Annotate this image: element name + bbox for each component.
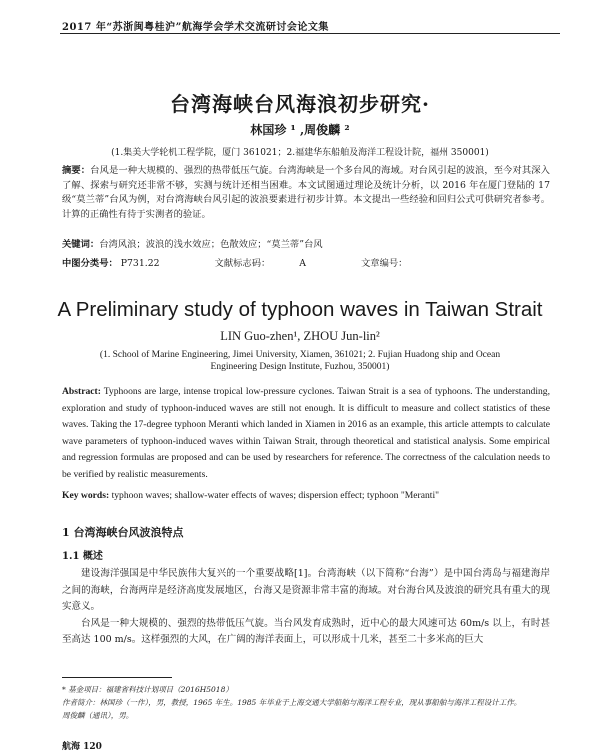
footnote-corresponding: 周俊麟（通讯），男。 bbox=[62, 711, 134, 720]
header-rule bbox=[60, 33, 560, 34]
footnote-author-bio: 作者简介：林国珍（一作），男，教授，1965 年生。1985 年毕业于上海交通大学船舶与海洋工程专业，现从事船舶与海洋工程设计工作。 bbox=[62, 698, 522, 707]
footnotes bbox=[62, 683, 550, 722]
english-keywords bbox=[62, 490, 439, 501]
clc-label: 中图分类号： bbox=[62, 258, 118, 269]
article-no-label: 文章编号： bbox=[360, 258, 408, 269]
clc-field bbox=[62, 258, 186, 269]
english-keywords-label: Key words: bbox=[62, 490, 110, 501]
body-paragraph: 台风是一种大规模的、强烈的热带低压气旋。当台风发育成熟时，近中心的最大风速可达 60m/s 以上，有时甚至高达 100 m/s。这样强烈的大风，在广阔的海洋表面上，可以形成十几米，甚至二十多米高的巨大 bbox=[62, 617, 550, 645]
english-authors: LIN Guo-zhen¹, ZHOU Jun-lin² bbox=[220, 329, 380, 343]
english-affiliation: (1. School of Marine Engineering, Jimei University, Xiamen, 361021; 2. Fujian Huadong ship and Ocean Engineering Design Institute, Fuzhou, 350001) bbox=[99, 350, 501, 372]
body-paragraph: 建设海洋强国是中华民族伟大复兴的一个重要战略[1]。台湾海峡（以下简称“台海”）是中国台湾岛与福建海岸之间的海峡，台海两岸是经济高度发展地区，台海又是资源非常丰富的海域。对台海台风及波浪的研究具有重大的现实意义。 bbox=[62, 568, 550, 612]
footnote-rule bbox=[62, 677, 172, 678]
chinese-keywords-text: 台湾风浪；波浪的浅水效应；色散效应；“莫兰蒂”台风 bbox=[99, 239, 323, 250]
doc-code-field bbox=[215, 258, 332, 269]
doc-code-value: A bbox=[299, 258, 307, 269]
chinese-affiliation: (1.集美大学轮机工程学院，厦门 361021；2.福建华东船舶及海洋工程设计院，福州 350001) bbox=[111, 148, 489, 158]
chinese-abstract-label: 摘要： bbox=[62, 165, 91, 176]
english-abstract-text: Typhoons are large, intense tropical low-pressure cyclones. Taiwan Strait is a sea of typhoons. The understanding, exploration and study of typhoon-induced waves are still not enough. It is difficult to measure and collect statistics of these waves. Taking the 17-degree typhoon Meranti which landed in Xiamen in 2016 as an example, this article attempts to calculate wave parameters of typhoon-induced waves within Taiwan Strait, through theoretical and statistical analysis. Some empirical and regression formulas are proposed and can be used by researchers for reference. The correctness of the calculation needs to be verified by realistic measurements. bbox=[62, 386, 550, 480]
chinese-keywords bbox=[62, 236, 323, 250]
doc-code-label: 文献标志码： bbox=[214, 258, 271, 269]
chinese-title: 台湾海峡台风海浪初步研究· bbox=[170, 92, 430, 116]
footnote-funding: * 基金项目：福建省科技计划项目（2016H5018） bbox=[62, 685, 233, 694]
section-body bbox=[62, 566, 550, 649]
english-abstract bbox=[62, 384, 550, 483]
running-header: 2017 年“苏浙闽粤桂沪”航海学会学术交流研讨会论文集 bbox=[62, 22, 329, 33]
chinese-keywords-label: 关键词： bbox=[62, 239, 100, 250]
english-abstract-label: Abstract: bbox=[62, 386, 101, 397]
page-number: 航海 120 bbox=[62, 742, 102, 752]
english-title: A Preliminary study of typhoon waves in Taiwan Strait bbox=[57, 298, 543, 321]
subsection-heading: 1.1 概述 bbox=[62, 551, 103, 562]
clc-value: P731.22 bbox=[120, 258, 160, 269]
classification-line bbox=[62, 255, 433, 269]
chinese-abstract bbox=[62, 164, 550, 222]
chinese-authors: 林国珍 ¹ ,周俊麟 ² bbox=[250, 123, 350, 137]
english-keywords-text: typhoon waves; shallow-water effects of waves; dispersion effect; typhoon "Meranti" bbox=[111, 490, 440, 501]
section-heading: 1 台湾海峡台风波浪特点 bbox=[62, 526, 184, 539]
chinese-abstract-text: 台风是一种大规模的、强烈的热带低压气旋。台湾海峡是一个多台风的海域。对台风引起的波浪，至今对其深入了解、探索与研究还非常不够，实测与统计还相当困难。本文试图通过理论及统计分析，以 2016 年在厦门登陆的 17 级“莫兰蒂”台风为例，对台湾海峡台风引起的波浪要素进行初步计算。本文提出一些经验和回归公式可供研究者参考。计算的正确性有待于实测者的验证。 bbox=[62, 165, 550, 220]
